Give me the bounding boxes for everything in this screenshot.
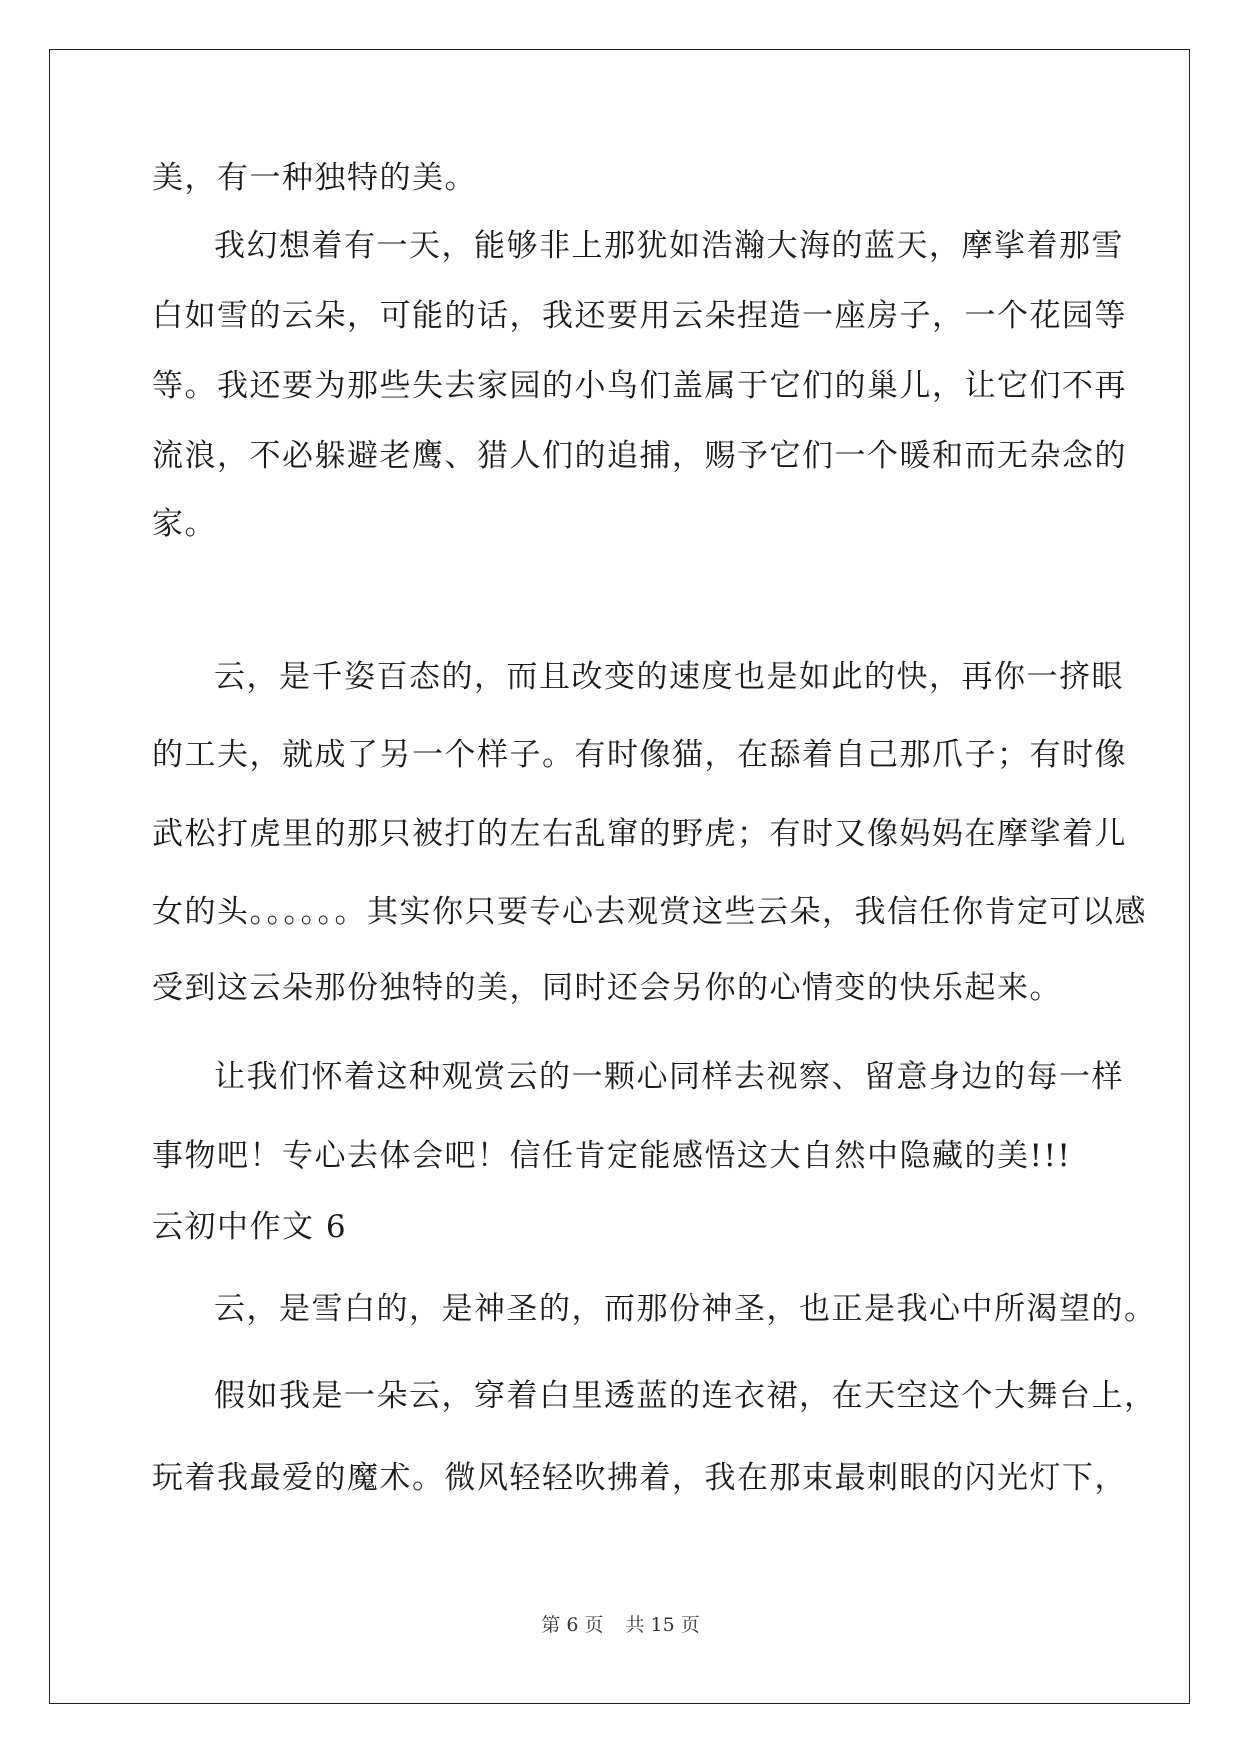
text-line: 女的头。。。。。。其实你只要专心去观赏这些云朵，我信任你肯定可以感 (152, 894, 1147, 930)
paragraph-start-line: 我幻想着有一天，能够非上那犹如浩瀚大海的蓝天，摩挲着那雪 (214, 228, 1124, 264)
paragraph-start-line: 让我们怀着这种观赏云的一颗心同样去视察、留意身边的每一样 (214, 1059, 1124, 1095)
section-heading: 云初中作文 6 (152, 1209, 348, 1245)
paragraph-start-line: 云，是雪白的，是神圣的，而那份神圣，也正是我心中所渴望的。 (214, 1291, 1157, 1327)
text-line: 武松打虎里的那只被打的左右乱窜的野虎；有时又像妈妈在摩挲着儿 (152, 816, 1127, 852)
text-line: 事物吧！专心去体会吧！信任肯定能感悟这大自然中隐藏的美!!! (152, 1138, 1072, 1174)
text-line: 流浪，不必躲避老鹰、猎人们的追捕，赐予它们一个暖和而无杂念的 (152, 438, 1127, 474)
page-number-total: 共 15 页 (625, 1614, 700, 1636)
text-line: 的工夫，就成了另一个样子。有时像猫，在舔着自己那爪子；有时像 (152, 737, 1127, 773)
text-line: 等。我还要为那些失去家园的小鸟们盖属于它们的巢儿，让它们不再 (152, 368, 1127, 404)
page-number-current: 第 6 页 (541, 1614, 604, 1636)
paragraph-start-line: 假如我是一朵云，穿着白里透蓝的连衣裙，在天空这个大舞台上， (214, 1378, 1157, 1414)
text-line: 家。 (152, 506, 217, 542)
paragraph-start-line: 云，是千姿百态的，而且改变的速度也是如此的快，再你一挤眼 (214, 659, 1124, 695)
text-line: 受到这云朵那份独特的美，同时还会另你的心情变的快乐起来。 (152, 970, 1062, 1006)
text-line: 美，有一种独特的美。 (152, 160, 477, 196)
text-line: 玩着我最爱的魔术。微风轻轻吹拂着，我在那束最刺眼的闪光灯下， (152, 1460, 1127, 1496)
page-footer (0, 1613, 1241, 1637)
text-line: 白如雪的云朵，可能的话，我还要用云朵捏造一座房子，一个花园等 (152, 298, 1127, 334)
